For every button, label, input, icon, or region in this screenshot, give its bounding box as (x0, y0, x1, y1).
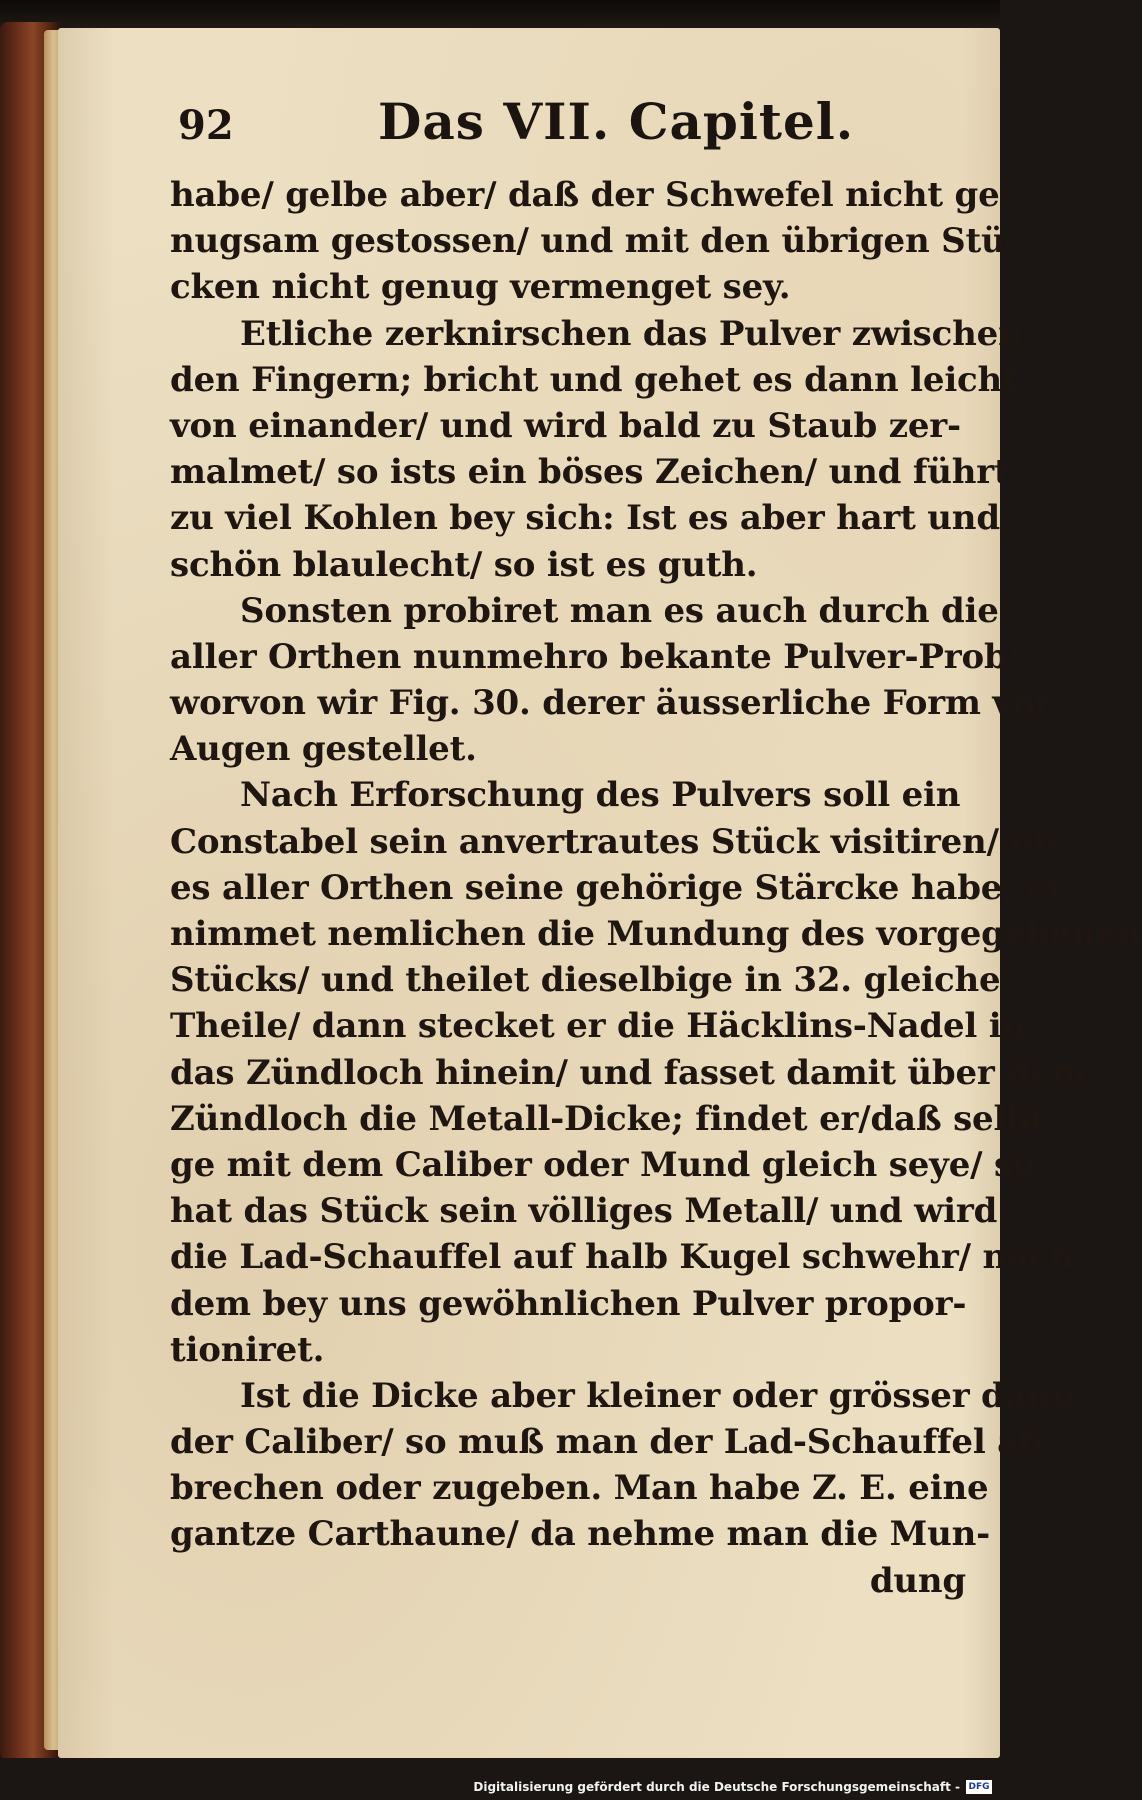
text-line: Zündloch die Metall-Dicke; findet er/daß selbi- (170, 1098, 1057, 1139)
chapter-title: Das VII. Capitel. (378, 92, 855, 151)
text-line: nugsam gestossen/ und mit den übrigen Stü- (170, 221, 1020, 262)
text-line: habe/ gelbe aber/ daß der Schwefel nicht ge- (170, 175, 1014, 215)
text-line: Theile/ dann stecket er die Häcklins-Nadel in (170, 1006, 1027, 1047)
text-line: gantze Carthaune/ da nehme man die Mun- (170, 1514, 991, 1555)
text-line: tioniret. (170, 1329, 325, 1370)
text-line: hat das Stück sein völliges Metall/ und wird (170, 1191, 998, 1232)
text-line: Augen gestellet. (170, 729, 477, 770)
text-line: die Lad-Schauffel auf halb Kugel schwehr/ nach (170, 1237, 1074, 1278)
text-line: malmet/ so ists ein böses Zeichen/ und führt (170, 452, 1010, 493)
page-number: 92 (178, 102, 234, 149)
text-line: zu viel Kohlen bey sich: Ist es aber hart und (170, 498, 1000, 539)
text-line: Nach Erforschung des Pulvers soll ein (240, 775, 961, 816)
text-line: brechen oder zugeben. Man habe Z. E. eine (170, 1468, 989, 1509)
credit-text: Digitalisierung gefördert durch die Deutsche Forschungsgemeinschaft - (473, 1780, 960, 1794)
text-line: worvon wir Fig. 30. derer äusserliche Form vor (170, 683, 1053, 724)
text-line: Sonsten probiret man es auch durch die (240, 590, 999, 631)
text-line: Stücks/ und theilet dieselbige in 32. gleiche (170, 960, 1001, 1001)
text-line: Constabel sein anvertrautes Stück visitiren/ ob (170, 821, 1057, 862)
text-line: cken nicht genug vermenget sey. (170, 267, 791, 308)
text-line: schön blaulecht/ so ist es guth. (170, 544, 758, 585)
text-line: es aller Orthen seine gehörige Stärcke habe; er (170, 867, 1066, 908)
text-line: den Fingern; bricht und gehet es dann leicht (170, 359, 1018, 400)
text-line: von einander/ und wird bald zu Staub zer- (170, 405, 961, 446)
text-line: das Zündloch hinein/ und fasset damit über dem (170, 1052, 1088, 1093)
dfg-logo-icon: DFG (966, 1780, 992, 1794)
page-header (178, 92, 998, 152)
text-line: aller Orthen nunmehro bekante Pulver-Prob/ (170, 636, 1020, 677)
text-line: dem bey uns gewöhnlichen Pulver propor- (170, 1283, 967, 1324)
digitization-credit (473, 1778, 992, 1796)
body-text (170, 172, 1142, 1604)
catchword: dung (869, 1560, 966, 1601)
text-line: Ist die Dicke aber kleiner oder grösser dann (240, 1375, 1076, 1416)
text-line: Etliche zerknirschen das Pulver zwischen (240, 313, 1023, 354)
text-line: der Caliber/ so muß man der Lad-Schauffel ab- (170, 1422, 1057, 1463)
text-line: nimmet nemlichen die Mundung des vorgegebenen (170, 914, 1142, 954)
text-line: ge mit dem Caliber oder Mund gleich seye/ so (170, 1144, 1036, 1185)
